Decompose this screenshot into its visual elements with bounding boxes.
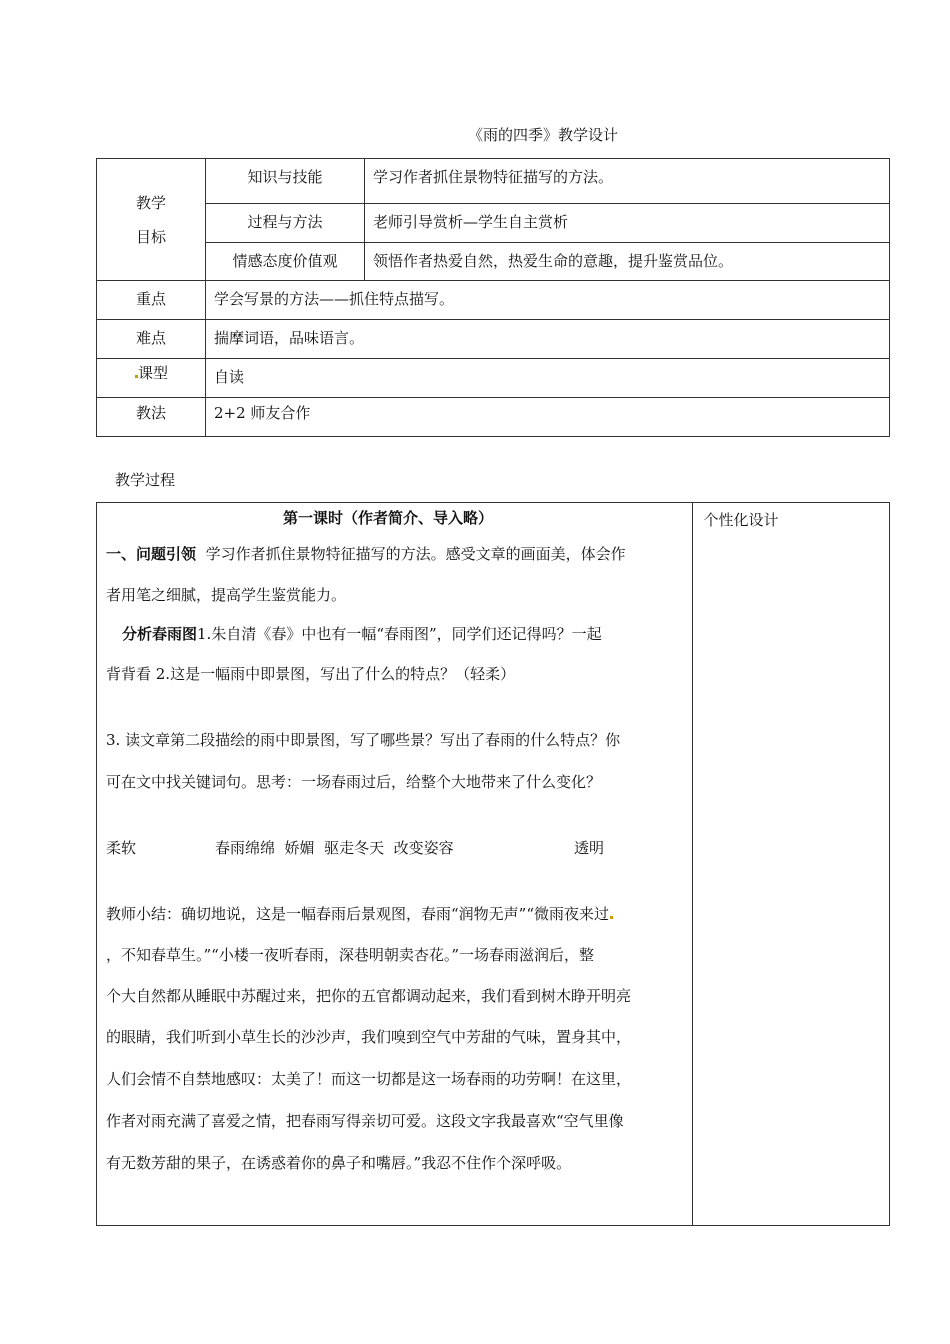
lesson-heading: 第一课时（作者简介、导入略）	[283, 509, 494, 527]
difficulty-label: 难点	[97, 320, 206, 359]
difficulty-value: 揣摩词语，品味语言。	[206, 320, 890, 359]
summary-line-3: 个大自然都从睡眠中苏醒过来，把你的五官都调动起来，我们看到树木睁开明亮	[106, 987, 632, 1005]
method-value: 2+2 师友合作	[206, 398, 890, 437]
key-point-value: 学会写景的方法——抓住特点描写。	[206, 281, 890, 320]
question3-line1: 3. 读文章第二段描绘的雨中即景图，写了哪些景？写出了春雨的什么特点？你	[106, 731, 621, 749]
document-title: 《雨的四季》教学设计	[468, 126, 619, 144]
summary-line-7: 有无数芳甜的果子，在诱惑着你的鼻子和嘴唇。”我忍不住作个深呼吸。	[106, 1154, 572, 1172]
personalized-design-heading: 个性化设计	[703, 511, 779, 529]
spring-rain-line1: 分析春雨图1.朱自清《春》中也有一幅“春雨图”，同学们还记得吗？一起	[122, 625, 602, 643]
goal-value-process: 老师引导赏析—学生自主赏析	[365, 204, 890, 243]
summary-line-1: 教师小结：确切地说，这是一幅春雨后景观图，春雨“润物无声”“微雨夜来过	[106, 903, 613, 924]
personalized-design-cell	[693, 503, 890, 1226]
method-label: 教法	[97, 398, 206, 437]
keyword-transparent: 透明	[574, 839, 605, 857]
goal-value-emotion: 领悟作者热爱自然，热爱生命的意趣，提升鉴赏品位。	[365, 243, 890, 281]
keyword-soft: 柔软	[106, 839, 137, 857]
key-point-label: 重点	[97, 281, 206, 320]
goal-name-process: 过程与方法	[206, 204, 365, 243]
question-guide-line2: 者用笔之细腻，提高学生鉴赏能力。	[106, 586, 347, 604]
summary-line-2: ，不知春草生。”“小楼一夜听春雨，深巷明朝卖杏花。”一场春雨滋润后，整	[106, 946, 595, 964]
lesson-type-label: 课型	[97, 359, 206, 398]
goal-value-knowledge: 学习作者抓住景物特征描写的方法。	[365, 159, 890, 204]
lesson-type-value: 自读	[206, 359, 890, 398]
goals-label-line2: 目标	[135, 227, 166, 246]
keyword-group: 春雨绵绵 娇媚 驱走冬天 改变姿容	[215, 839, 454, 857]
summary-line-6: 作者对雨充满了喜爱之情，把春雨写得亲切可爱。这段文字我最喜欢“空气里像	[106, 1112, 624, 1130]
goals-label-line1: 教学	[135, 193, 166, 212]
spring-rain-line2: 背背看 2.这是一幅雨中即景图，写出了什么的特点？（轻柔）	[106, 665, 516, 683]
question3-line2: 可在文中找关键词句。思考：一场春雨过后，给整个大地带来了什么变化？	[106, 773, 602, 791]
summary-line-4: 的眼睛，我们听到小草生长的沙沙声，我们嗅到空气中芳甜的气味，置身其中，	[106, 1028, 632, 1046]
summary-line-5: 人们会情不自禁地感叹：太美了！而这一切都是这一场春雨的功劳啊！在这里，	[106, 1070, 632, 1088]
goals-label-cell	[97, 159, 206, 281]
goal-name-knowledge: 知识与技能	[206, 159, 365, 204]
objectives-table	[96, 158, 890, 437]
process-section-label: 教学过程	[115, 471, 176, 489]
goal-name-emotion: 情感态度价值观	[206, 243, 365, 281]
question-guide-line1: 一、问题引领 学习作者抓住景物特征描写的方法。感受文章的画面美，体会作	[106, 545, 626, 563]
